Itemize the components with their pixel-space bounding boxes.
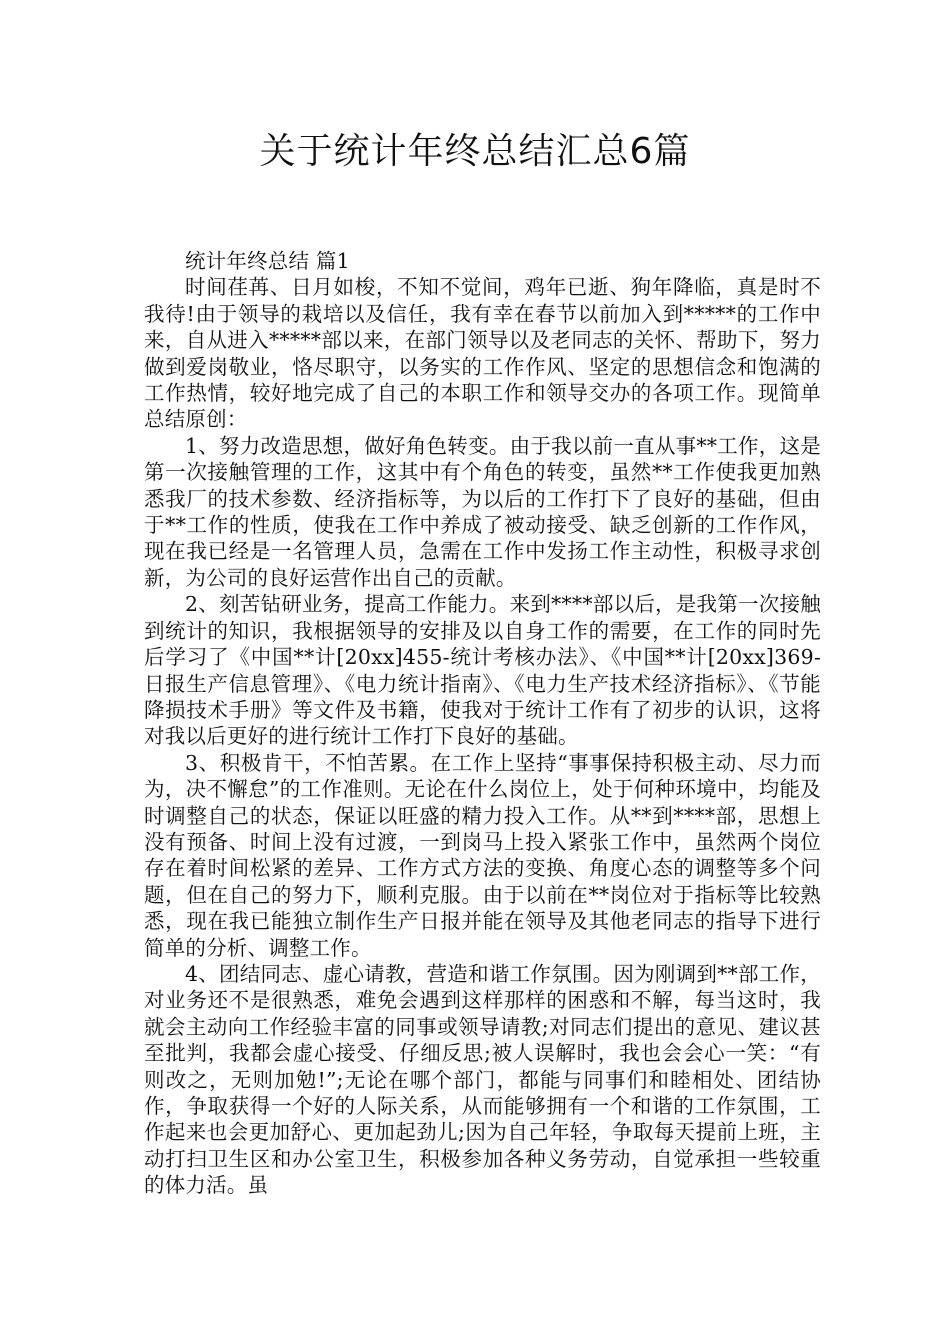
paragraph-item-4: 4、团结同志、虚心请教，营造和谐工作氛围。因为刚调到**部工作，对业务还不是很熟悉，难免会遇到这样那样的困惑和不解，每当这时，我就会主动向工作经验丰富的同事或领导请教;对同志们提出的意见、建议甚至批判，我都会虚心接受、仔细反思;被人误解时，我也会会心一笑：“有则改之，无则加勉!”;无论在哪个部门，都能与同事们和睦相处、团结协作，争取获得一个好的人际关系，从而能够拥有一个和谐的工作氛围，工作起来也会更加舒心、更加起劲儿;因为自己年轻，争取每天提前上班，主动打扫卫生区和办公室卫生，积极参加各种义务劳动，自觉承担一些较重的体力活。虽 [144,961,821,1198]
paragraph-item-2: 2、刻苦钻研业务，提高工作能力。来到****部以后，是我第一次接触到统计的知识，我根据领导的安排及以自身工作的需要，在工作的同时先后学习了《中国**计[20xx]455-统计考核办法》、《中国**计[20xx]369-日报生产信息管理》、《电力统计指南》、《电力生产技术经济指标》、《节能降损技术手册》等文件及书籍，使我对于统计工作有了初步的认识，这将对我以后更好的进行统计工作打下良好的基础。 [144,592,821,749]
paragraph-item-1: 1、努力改造思想，做好角色转变。由于我以前一直从事**工作，这是第一次接触管理的工作，这其中有个角色的转变，虽然**工作使我更加熟悉我厂的技术参数、经济指标等，为以后的工作打下了良好的基础，但由于**工作的性质，使我在工作中养成了被动接受、缺乏创新的工作作风，现在我已经是一名管理人员，急需在工作中发扬工作主动性，积极寻求创新，为公司的良好运营作出自己的贡献。 [144,433,821,590]
paragraph-intro: 时间荏苒、日月如梭，不知不觉间，鸡年已逝、狗年降临，真是时不我待!由于领导的栽培以及信任，我有幸在春节以前加入到*****的工作中来，自从进入*****部以来，在部门领导以及老同志的关怀、帮助下，努力做到爱岗敬业，恪尽职守，以务实的工作作风、坚定的思想信念和饱满的工作热情，较好地完成了自己的本职工作和领导交办的各项工作。现简单总结原创： [144,275,821,432]
paragraph-item-3: 3、积极肯干，不怕苦累。在工作上坚持“事事保持积极主动、尽力而为，决不懈怠”的工作准则。无论在什么岗位上，处于何种环境中，均能及时调整自己的状态，保证以旺盛的精力投入工作。从**到****部，思想上没有预备、时间上没有过渡，一到岗马上投入紧张工作中，虽然两个岗位存在着时间松紧的差异、工作方式方法的变换、角度心态的调整等多个问题，但在自己的努力下，顺利克服。由于以前在**岗位对于指标等比较熟悉，现在我已能独立制作生产日报并能在领导及其他老同志的指导下进行简单的分析、调整工作。 [144,750,821,960]
document-body [144,248,821,1199]
document-title: 关于统计年终总结汇总6篇 [259,131,691,172]
section-heading: 统计年终总结 篇1 [185,249,350,273]
